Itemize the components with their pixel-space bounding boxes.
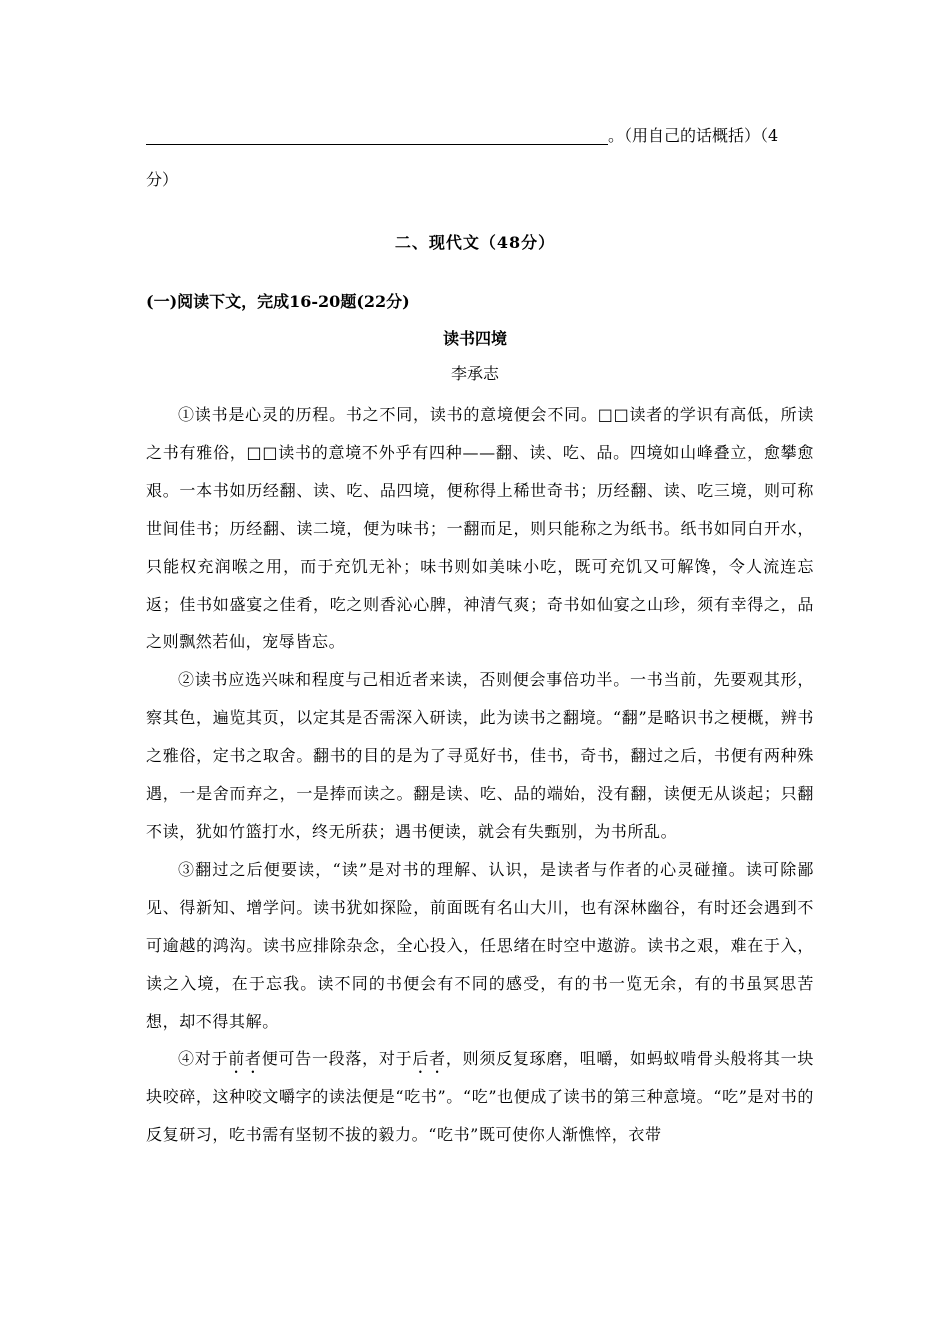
paragraph-3: ③翻过之后便要读，“读”是对书的理解、认识，是读者与作者的心灵碰撞。读可除鄙见、得新知、增学问。读书犹如探险，前面既有名山大川，也有深林幽谷，有时还会遇到不可逾越的鸿沟。读书应排除杂念，全心投入，任思绪在时空中遨游。读书之艰，难在于入，读之入境，在于忘我。读不同的书便会有不同的感受，有的书一览无余，有的书虽冥思苦想，却不得其解。	[146, 859, 814, 1031]
paragraph-4-part-b: 便可告一段落，对于	[261, 1049, 413, 1069]
answer-instruction: 。（用自己的话概括）（4	[608, 126, 779, 145]
answer-blank[interactable]	[146, 126, 608, 145]
emphasis-former: 前者	[228, 1049, 262, 1069]
paragraph-4-part-a: ④对于	[178, 1049, 229, 1069]
section-title: 二、现代文（48分）	[394, 233, 556, 252]
paragraph-4	[146, 1040, 814, 1154]
paragraph-2: ②读书应选兴味和程度与己相近者来读，否则便会事倍功半。一书当前，先要观其形，察其色，遍览其页，以定其是否需深入研读，此为读书之翻境。“翻”是略识书之梗概，辨书之雅俗，定书之取舍。翻书的目的是为了寻觅好书，佳书，奇书，翻过之后，书便有两种殊遇，一是舍而弃之，一是捧而读之。翻是读、吃、品的端始，没有翻，读便无从谈起；只翻不读，犹如竹篮打水，终无所获；遇书便读，就会有失甄别，为书所乱。	[146, 670, 814, 841]
answer-points-continued: 分）	[146, 170, 179, 189]
paragraph-4-part-c: ，则须反复琢磨，咀嚼，如蚂蚁啃骨头般将其一块块咬碎，这种咬文嚼字的读法便是“吃书”。“吃”也便成了读书的第三种意境。“吃”是对书的反复研习，吃书需有坚韧不拔的毅力。“吃书”既可使你人渐憔悴，衣带	[146, 1049, 815, 1145]
article-author: 李承志	[450, 364, 499, 383]
answer-line	[146, 126, 806, 146]
reading-heading: (一)阅读下文，完成16-20题(22分)	[146, 292, 410, 311]
article-body	[146, 396, 814, 1154]
paragraph-1: ①读书是心灵的历程。书之不同，读书的意境便会不同。□□读者的学识有高低，所读之书有雅俗，□□读书的意境不外乎有四种——翻、读、吃、品。四境如山峰叠立，愈攀愈艰。一本书如历经翻、读、吃、品四境，便称得上稀世奇书；历经翻、读、吃三境，则可称世间佳书；历经翻、读二境，便为味书；一翻而足，则只能称之为纸书。纸书如同白开水，只能权充润喉之用，而于充饥无补；味书则如美味小吃，既可充饥又可解馋，令人流连忘返；佳书如盛宴之佳肴，吃之则香沁心脾，神清气爽；奇书如仙宴之山珍，须有幸得之，品之则飘然若仙，宠辱皆忘。	[146, 405, 814, 652]
emphasis-latter: 后者	[412, 1049, 446, 1069]
article-title: 读书四境	[442, 329, 507, 348]
